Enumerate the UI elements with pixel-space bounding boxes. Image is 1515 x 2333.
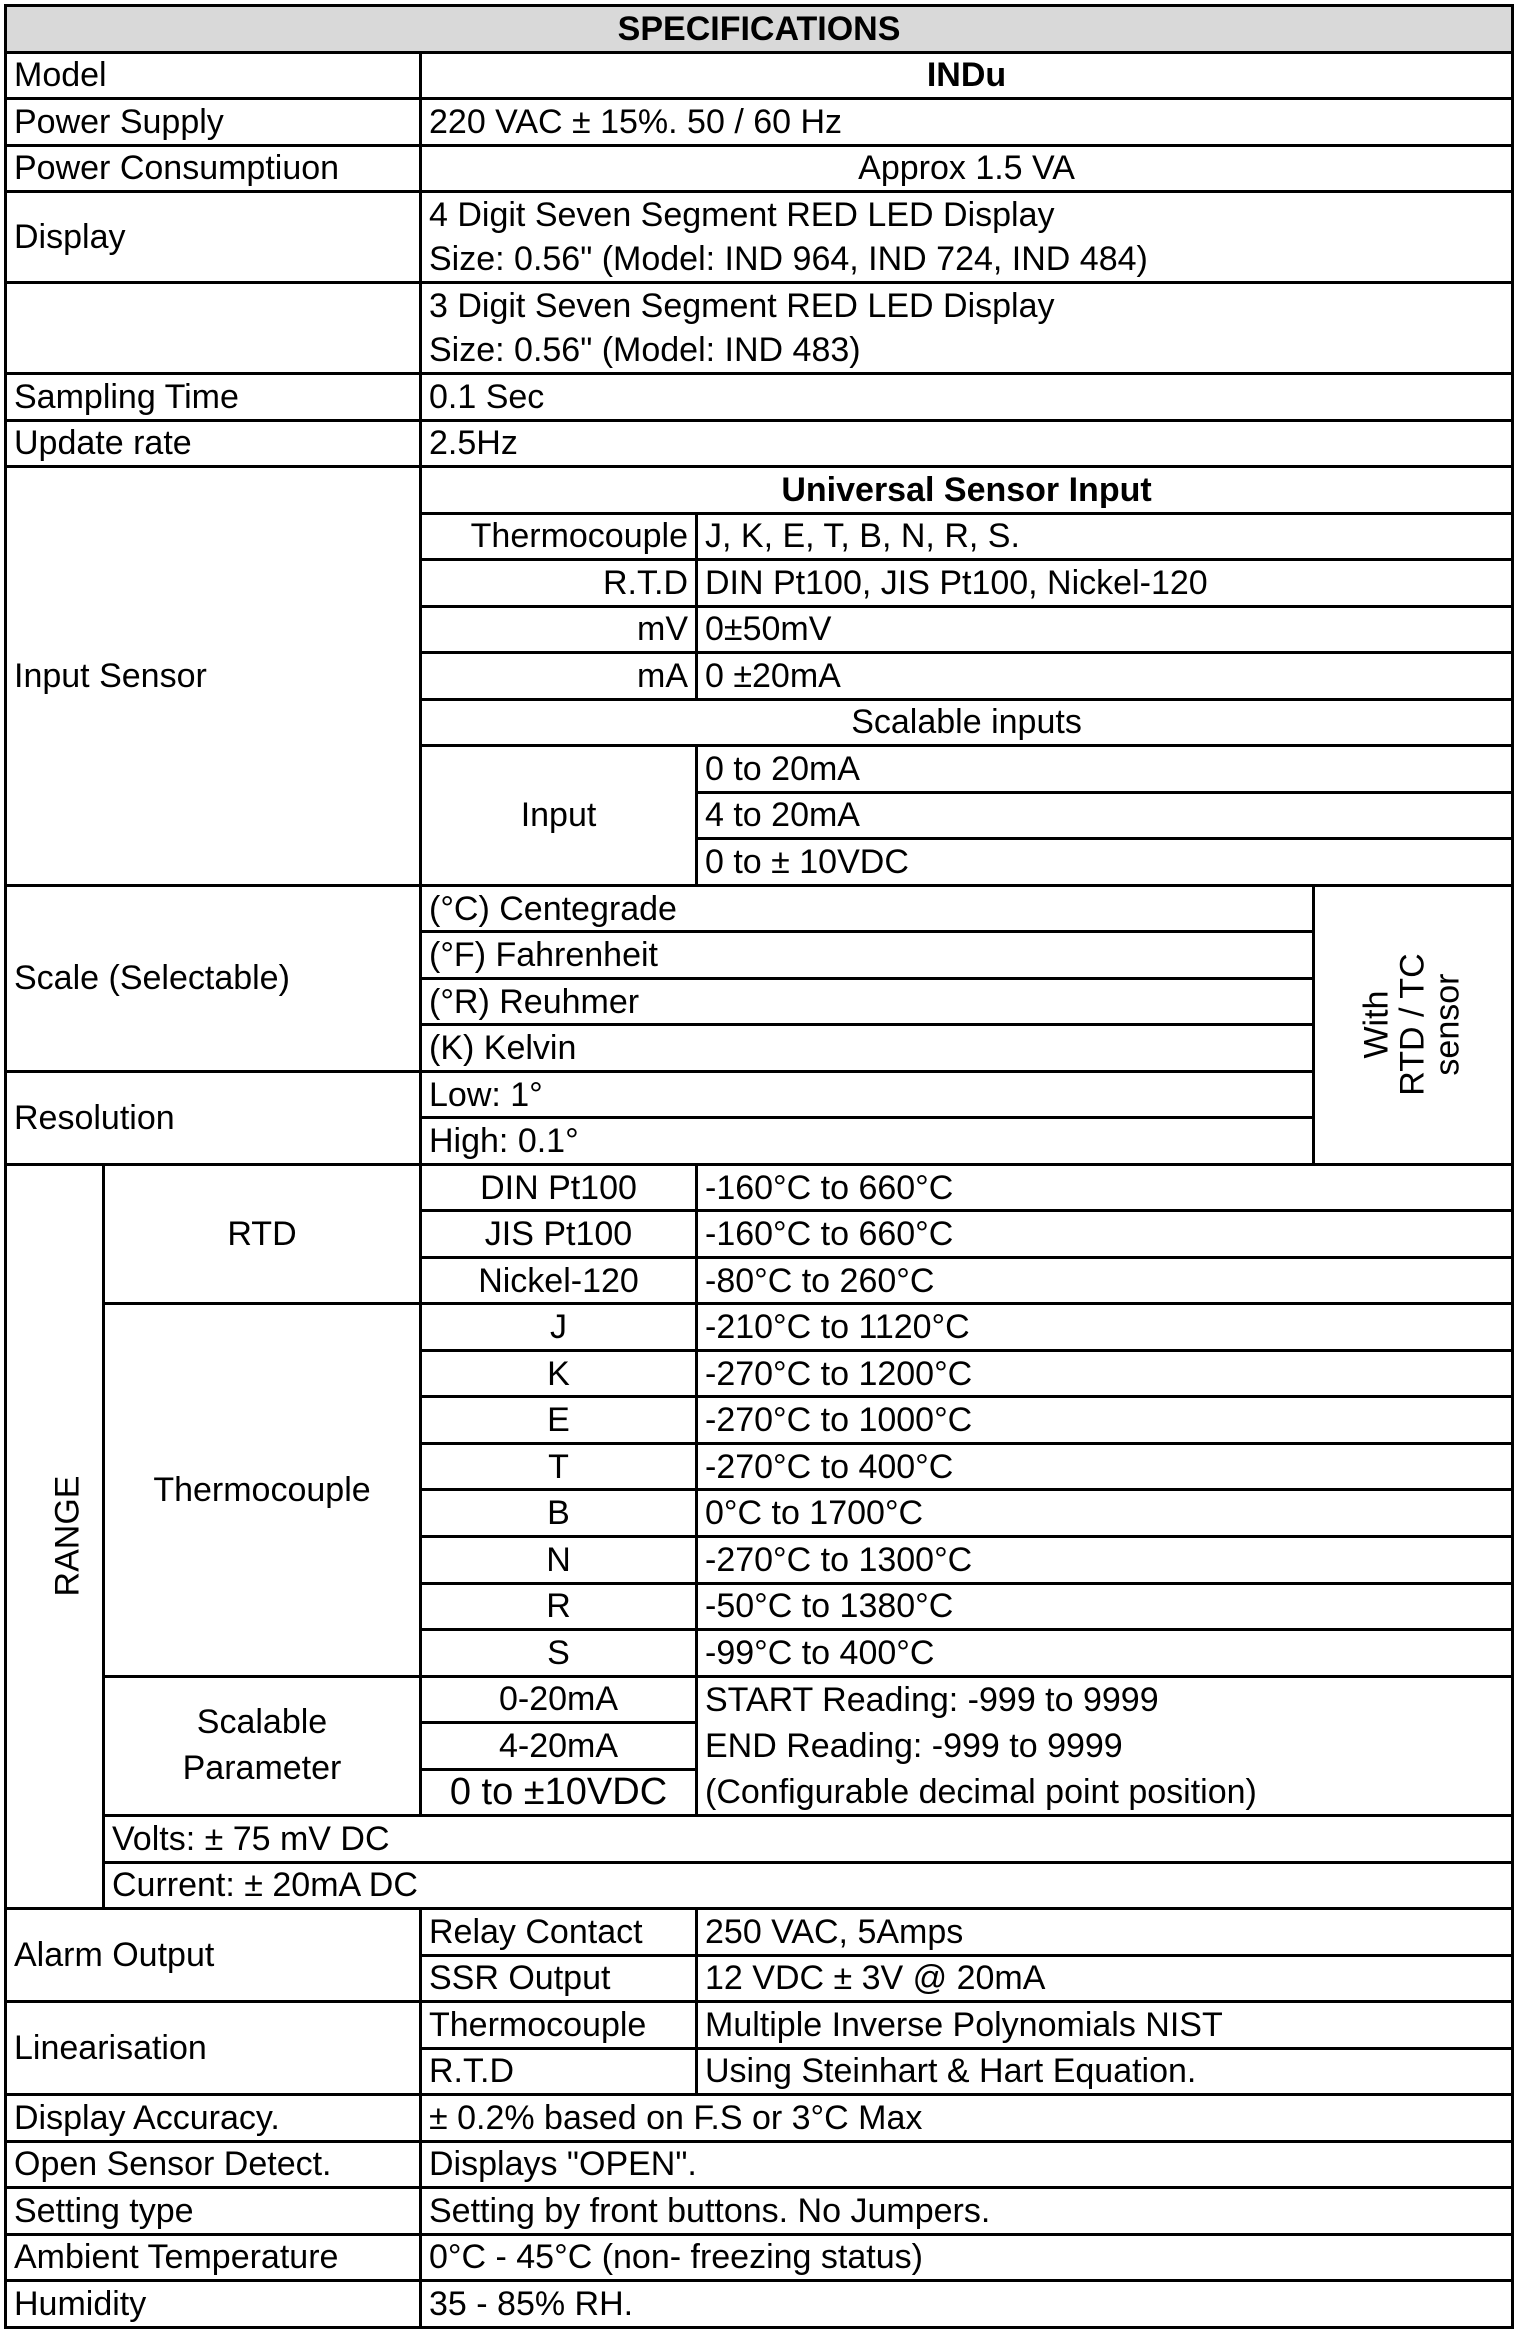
rtd-name: DIN Pt100 [421, 1164, 697, 1211]
reading-note: END Reading: -999 to 9999 [705, 1726, 1123, 1765]
tc-range: 0°C to 1700°C [697, 1490, 1513, 1537]
rtd-group-label: RTD [104, 1164, 421, 1304]
sensor-type-name: R.T.D [421, 560, 697, 607]
row-label: Alarm Output [6, 1909, 421, 2002]
scale-option: (°C) Centegrade [421, 885, 1314, 932]
range-label [6, 1164, 104, 1908]
linearisation-name: R.T.D [421, 2048, 697, 2095]
resolution-value: Low: 1° [421, 1071, 1314, 1118]
row-label: Model [6, 52, 421, 99]
input-label: Input [421, 746, 697, 886]
sensor-type-name: mA [421, 653, 697, 700]
scalable-reading-notes [697, 1676, 1513, 1816]
row-value: INDu [421, 52, 1513, 99]
rtd-name: JIS Pt100 [421, 1211, 697, 1258]
alarm-output-name: Relay Contact [421, 1909, 697, 1956]
spec-row-setting-type [6, 2188, 1513, 2235]
rtd-range: -80°C to 260°C [697, 1257, 1513, 1304]
spec-row-display [6, 192, 1513, 283]
linearisation-value: Using Steinhart & Hart Equation. [697, 2048, 1513, 2095]
row-label: Humidity [6, 2281, 421, 2328]
row-value: Setting by front buttons. No Jumpers. [421, 2188, 1513, 2235]
scalable-input-value: 0 to ± 10VDC [697, 839, 1513, 886]
tc-range: -270°C to 400°C [697, 1443, 1513, 1490]
tc-name: J [421, 1304, 697, 1351]
specifications-table [4, 4, 1514, 2329]
rtd-tc-sensor-note [1314, 885, 1513, 1164]
scalable-parameter-line: Parameter [182, 1748, 342, 1787]
row-label: Input Sensor [6, 467, 421, 886]
tc-name: E [421, 1397, 697, 1444]
row-value: 35 - 85% RH. [421, 2281, 1513, 2328]
row-label: Power Supply [6, 99, 421, 146]
row-label: Resolution [6, 1071, 421, 1164]
resolution-value: High: 0.1° [421, 1118, 1314, 1165]
spec-row-scale [6, 885, 1513, 932]
sensor-type-value: 0±50mV [697, 606, 1513, 653]
reading-note: (Configurable decimal point position) [705, 1772, 1257, 1811]
row-label: Power Consumptiuon [6, 145, 421, 192]
tc-group-label: Thermocouple [104, 1304, 421, 1676]
volts-value: Volts: ± 75 mV DC [104, 1816, 1513, 1863]
spec-row-power-supply [6, 99, 1513, 146]
scalable-input-name: 0 to ±10VDC [421, 1769, 697, 1816]
range-tc-row [6, 1304, 1513, 1351]
alarm-output-name: SSR Output [421, 1955, 697, 2002]
reading-note: START Reading: -999 to 9999 [705, 1680, 1159, 1719]
row-value [421, 283, 1513, 374]
tc-range: -270°C to 1200°C [697, 1350, 1513, 1397]
spec-row-input-sensor [6, 467, 1513, 514]
spec-row-sampling-time [6, 374, 1513, 421]
spec-row-display-2 [6, 283, 1513, 374]
scale-option: (K) Kelvin [421, 1025, 1314, 1072]
sensor-type-value: DIN Pt100, JIS Pt100, Nickel-120 [697, 560, 1513, 607]
scalable-input-value: 0 to 20mA [697, 746, 1513, 793]
spec-row-model [6, 52, 1513, 99]
row-value: 2.5Hz [421, 420, 1513, 467]
range-volts-row [6, 1816, 1513, 1863]
range-label-text: RANGE [48, 1476, 87, 1597]
tc-name: N [421, 1536, 697, 1583]
spec-row-alarm-output [6, 1909, 1513, 1956]
sensor-type-value: J, K, E, T, B, N, R, S. [697, 513, 1513, 560]
row-label: Setting type [6, 2188, 421, 2235]
rtd-range: -160°C to 660°C [697, 1164, 1513, 1211]
scalable-input-name: 4-20mA [421, 1723, 697, 1770]
spec-row-power-consumption [6, 145, 1513, 192]
input-sensor-header: Universal Sensor Input [421, 467, 1513, 514]
note-line: RTD / TC [1393, 953, 1432, 1096]
row-label: Linearisation [6, 2002, 421, 2095]
tc-range: -270°C to 1000°C [697, 1397, 1513, 1444]
scalable-inputs-header: Scalable inputs [421, 699, 1513, 746]
row-label: Display Accuracy. [6, 2095, 421, 2142]
spec-row-resolution [6, 1071, 1513, 1118]
display-line: Size: 0.56" (Model: IND 964, IND 724, IND 484) [429, 240, 1148, 279]
note-line: sensor [1428, 973, 1467, 1076]
row-label-continued [6, 283, 421, 374]
sensor-type-name: mV [421, 606, 697, 653]
current-value: Current: ± 20mA DC [104, 1862, 1513, 1909]
spec-row-open-sensor [6, 2141, 1513, 2188]
row-label: Scale (Selectable) [6, 885, 421, 1071]
row-label: Sampling Time [6, 374, 421, 421]
row-value: 220 VAC ± 15%. 50 / 60 Hz [421, 99, 1513, 146]
tc-name: K [421, 1350, 697, 1397]
scalable-input-name: 0-20mA [421, 1676, 697, 1723]
range-current-row [6, 1862, 1513, 1909]
row-value: 0.1 Sec [421, 374, 1513, 421]
row-label: Display [6, 192, 421, 283]
display-line: Size: 0.56" (Model: IND 483) [429, 331, 861, 370]
linearisation-value: Multiple Inverse Polynomials NIST [697, 2002, 1513, 2049]
display-line: 3 Digit Seven Segment RED LED Display [429, 287, 1055, 326]
row-label: Ambient Temperature [6, 2234, 421, 2281]
tc-range: -210°C to 1120°C [697, 1304, 1513, 1351]
alarm-output-value: 12 VDC ± 3V @ 20mA [697, 1955, 1513, 2002]
tc-name: T [421, 1443, 697, 1490]
note-line: With [1357, 990, 1396, 1059]
sensor-type-value: 0 ±20mA [697, 653, 1513, 700]
rtd-range: -160°C to 660°C [697, 1211, 1513, 1258]
rtd-name: Nickel-120 [421, 1257, 697, 1304]
row-value: Displays "OPEN". [421, 2141, 1513, 2188]
linearisation-name: Thermocouple [421, 2002, 697, 2049]
range-rtd-row [6, 1164, 1513, 1211]
scalable-input-value: 4 to 20mA [697, 792, 1513, 839]
row-label: Open Sensor Detect. [6, 2141, 421, 2188]
scale-option: (°R) Reuhmer [421, 978, 1314, 1025]
row-value: 0°C - 45°C (non- freezing status) [421, 2234, 1513, 2281]
tc-range: -50°C to 1380°C [697, 1583, 1513, 1630]
scale-option: (°F) Fahrenheit [421, 932, 1314, 979]
tc-name: R [421, 1583, 697, 1630]
title-row [6, 6, 1513, 53]
tc-range: -99°C to 400°C [697, 1630, 1513, 1677]
sensor-type-name: Thermocouple [421, 513, 697, 560]
spec-row-update-rate [6, 420, 1513, 467]
spec-row-linearisation [6, 2002, 1513, 2049]
scalable-parameter-line: Scalable [196, 1702, 328, 1741]
scalable-parameter-label [104, 1676, 421, 1816]
row-value [421, 192, 1513, 283]
spec-row-ambient-temperature [6, 2234, 1513, 2281]
table-title: SPECIFICATIONS [6, 6, 1513, 53]
row-value: Approx 1.5 VA [421, 145, 1513, 192]
spec-row-display-accuracy [6, 2095, 1513, 2142]
tc-name: B [421, 1490, 697, 1537]
row-label: Update rate [6, 420, 421, 467]
spec-row-humidity [6, 2281, 1513, 2328]
tc-range: -270°C to 1300°C [697, 1536, 1513, 1583]
range-scalable-row [6, 1676, 1513, 1723]
display-line: 4 Digit Seven Segment RED LED Display [429, 196, 1055, 235]
row-value: ± 0.2% based on F.S or 3°C Max [421, 2095, 1513, 2142]
tc-name: S [421, 1630, 697, 1677]
alarm-output-value: 250 VAC, 5Amps [697, 1909, 1513, 1956]
